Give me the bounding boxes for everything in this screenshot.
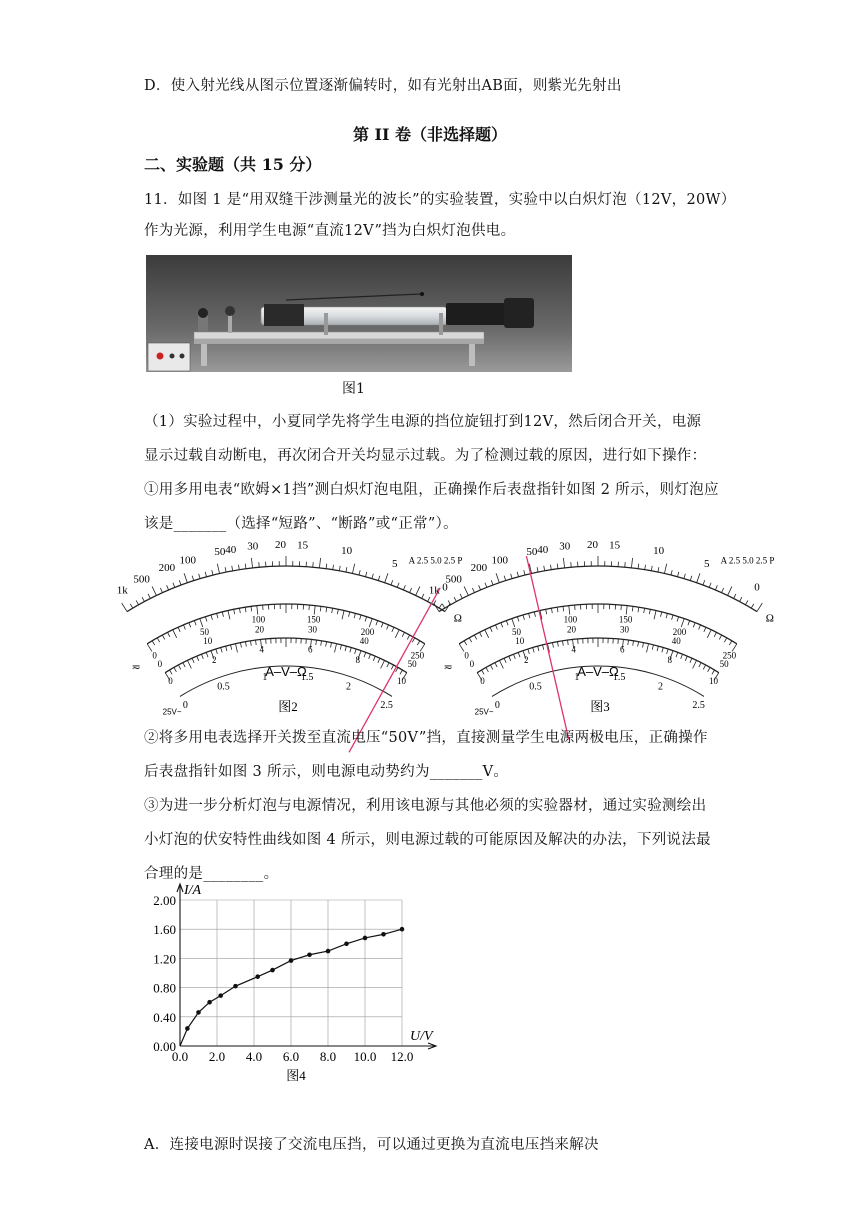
ohm-scale-label: 5 bbox=[392, 558, 398, 571]
ohm-scale-label: 500 bbox=[133, 573, 150, 586]
fig1-caption: 图1 bbox=[342, 381, 365, 397]
y-tick-label: 0.00 bbox=[153, 1039, 176, 1054]
p3-line3: 合理的是________。 bbox=[144, 866, 279, 882]
scale-50-label: 0 bbox=[469, 659, 475, 670]
scale-10-label: 4 bbox=[259, 644, 264, 655]
scale-2.5-label: 2.5 bbox=[380, 699, 393, 711]
scale-2.5-label: 0 bbox=[182, 699, 188, 711]
scale-50-label: 50 bbox=[719, 659, 729, 670]
ohm-scale-label: 100 bbox=[491, 554, 508, 567]
scale-2.5-label: 1 bbox=[262, 672, 268, 684]
scale-50-label: 20 bbox=[566, 624, 576, 635]
scale-250-label: 100 bbox=[251, 614, 266, 625]
meter-center-label: A–V–Ω bbox=[577, 664, 619, 679]
data-point bbox=[400, 927, 405, 932]
scale-250-label: 150 bbox=[306, 614, 321, 625]
x-axis-label: U/V bbox=[410, 1029, 433, 1044]
x-tick-label: 6.0 bbox=[282, 1049, 300, 1064]
scale-2.5-label: 0.5 bbox=[529, 681, 542, 693]
scale-10-label: 2 bbox=[212, 655, 217, 666]
scale-250-label: 0 bbox=[464, 650, 469, 661]
scale-250-label: 50 bbox=[199, 626, 209, 637]
y-tick-label: 1.20 bbox=[153, 951, 176, 967]
p1-line2: 显示过载自动断电，再次闭合开关均显示过载。为了检测过载的原因，进行如下操作： bbox=[144, 448, 707, 464]
data-point bbox=[185, 1026, 190, 1031]
p2-line1: ②将多用电表选择开关拨至直流电压“50V”挡，直接测量学生电源两极电压，正确操作 bbox=[144, 730, 708, 746]
p3-line2: 小灯泡的伏安特性曲线如图 4 所示，则电源过载的可能原因及解决的办法，下列说法最 bbox=[144, 832, 711, 848]
ohm-scale-label: 50 bbox=[526, 545, 538, 558]
data-point bbox=[326, 949, 331, 954]
ohm-scale-label: 500 bbox=[445, 573, 462, 586]
y-tick-label: 2.00 bbox=[153, 893, 176, 908]
scale-50-label: 40 bbox=[671, 636, 681, 647]
scale-10-label: 8 bbox=[355, 655, 360, 666]
scale-10-label: 6 bbox=[620, 644, 625, 655]
p3-line1: ③为进一步分析灯泡与电源情况，利用该电源与其他必须的实验器材，通过实验测绘出 bbox=[144, 798, 707, 814]
ohm-scale-label: 0 bbox=[442, 581, 448, 594]
data-point bbox=[255, 974, 260, 979]
scale-50-label: 40 bbox=[359, 636, 369, 647]
ohm-scale-label: 15 bbox=[297, 539, 309, 552]
ohm-scale-label: 1k bbox=[116, 584, 128, 597]
meter-center-label: A–V–Ω bbox=[265, 664, 307, 679]
y-tick-label: 1.60 bbox=[153, 922, 176, 938]
scale-250-label: 250 bbox=[722, 650, 737, 661]
ohm-scale-label: 50 bbox=[214, 545, 226, 558]
scale-250-label: 0 bbox=[152, 650, 157, 661]
scale-250-label: 50 bbox=[511, 626, 521, 637]
scale-250-label: 200 bbox=[672, 626, 687, 637]
fig4-caption: 图4 bbox=[286, 1068, 306, 1083]
scale-10-label: 4 bbox=[571, 644, 576, 655]
scale-50-label: 30 bbox=[308, 624, 318, 635]
ac-range-label: 25V~ bbox=[474, 707, 494, 717]
scale-10-label: 2 bbox=[524, 655, 529, 666]
meter-dial-2 bbox=[117, 539, 463, 752]
figure-caption: 图2 bbox=[278, 699, 298, 714]
ohm-scale-label: 20 bbox=[274, 539, 286, 552]
meter-dial-3 bbox=[429, 539, 775, 739]
scale-50-label: 30 bbox=[620, 624, 630, 635]
data-point bbox=[363, 936, 368, 941]
scale-50-label: 0 bbox=[157, 659, 163, 670]
scale-50-label: 10 bbox=[515, 636, 525, 647]
scale-2.5-label: 1 bbox=[574, 672, 580, 684]
scale-2.5-label: 2 bbox=[657, 681, 663, 693]
option-d: D．使入射光线从图示位置逐渐偏转时，如有光射出AB面，则紫光先射出 bbox=[144, 78, 622, 94]
ohm-scale-label: 100 bbox=[179, 554, 196, 567]
ohm-symbol: Ω bbox=[453, 612, 462, 625]
p1-line4: 该是_______（选择“短路”、“断路”或“正常”）。 bbox=[144, 516, 458, 532]
section-title: 二、实验题（共 15 分） bbox=[144, 155, 322, 174]
scale-50-label: 20 bbox=[254, 624, 264, 635]
apparatus-photo bbox=[146, 255, 572, 372]
data-point bbox=[270, 968, 275, 973]
scale-2.5-label: 1.5 bbox=[300, 672, 314, 684]
scale-2.5-label: 2 bbox=[345, 681, 351, 693]
x-tick-label: 2.0 bbox=[208, 1049, 226, 1064]
ohm-scale-label: 0 bbox=[754, 581, 760, 594]
y-tick-label: 0.40 bbox=[153, 1009, 176, 1025]
x-tick-label: 8.0 bbox=[319, 1049, 337, 1064]
ohm-scale-label: 5 bbox=[704, 558, 710, 571]
scale-2.5-label: 0.5 bbox=[217, 681, 230, 693]
ohm-scale-label: 30 bbox=[559, 540, 571, 553]
ohm-scale-label: 10 bbox=[341, 544, 353, 557]
x-tick-label: 4.0 bbox=[245, 1049, 263, 1064]
p2-line2: 后表盘指针如图 3 所示，则电源电动势约为_______V。 bbox=[144, 764, 509, 780]
scale-10-label: 0 bbox=[480, 676, 485, 687]
meter-top-right-label: A 2.5 5.0 2.5 P bbox=[408, 555, 463, 566]
data-point bbox=[233, 984, 238, 989]
scale-2.5-label: 2.5 bbox=[692, 699, 705, 711]
data-point bbox=[207, 1000, 212, 1005]
scale-250-label: 150 bbox=[618, 614, 633, 625]
ohm-scale-label: 30 bbox=[247, 540, 259, 553]
scale-250-label: 100 bbox=[563, 614, 578, 625]
scale-250-label: 250 bbox=[410, 650, 425, 661]
ohm-scale-label: 10 bbox=[653, 544, 665, 557]
scale-50-label: 10 bbox=[203, 636, 213, 647]
y-tick-label: 0.80 bbox=[153, 980, 176, 996]
scale-10-label: 10 bbox=[397, 676, 407, 687]
ohm-symbol: Ω bbox=[765, 612, 774, 625]
q11-line1: 11．如图 1 是“用双缝干涉测量光的波长”的实验装置，实验中以白炽灯泡（12V，20W） bbox=[144, 192, 736, 208]
data-point bbox=[344, 942, 349, 947]
scale-2.5-label: 1.5 bbox=[612, 672, 626, 684]
iu-curve-chart bbox=[144, 880, 454, 1090]
option-a: A．连接电源时误接了交流电压挡，可以通过更换为直流电压挡来解决 bbox=[144, 1137, 599, 1153]
data-point bbox=[218, 993, 223, 998]
data-point bbox=[196, 1010, 201, 1015]
part-title: 第 II 卷（非选择题） bbox=[352, 125, 508, 144]
x-tick-label: 0.0 bbox=[171, 1049, 189, 1064]
p1-line1: （1）实验过程中，小夏同学先将学生电源的挡位旋钮打到12V，然后闭合开关，电源 bbox=[144, 414, 702, 430]
ac-range-label: 25V~ bbox=[162, 707, 182, 717]
scale-10-label: 10 bbox=[709, 676, 719, 687]
multimeter-dials bbox=[116, 536, 775, 717]
ohm-scale-label: 1k bbox=[428, 584, 440, 597]
dc-symbol: ≂ bbox=[131, 661, 141, 674]
scale-10-label: 0 bbox=[168, 676, 173, 687]
figure-caption: 图3 bbox=[590, 699, 610, 714]
data-point bbox=[289, 958, 294, 963]
scale-10-label: 8 bbox=[667, 655, 672, 666]
ohm-scale-label: 40 bbox=[225, 543, 237, 556]
scale-250-label: 200 bbox=[360, 626, 375, 637]
data-point bbox=[307, 952, 312, 957]
x-tick-label: 12.0 bbox=[390, 1049, 414, 1064]
q11-line2: 作为光源，利用学生电源“直流12V”挡为白炽灯泡供电。 bbox=[144, 223, 516, 239]
meter-top-right-label: A 2.5 5.0 2.5 P bbox=[720, 555, 775, 566]
data-point bbox=[381, 932, 386, 937]
x-tick-label: 10.0 bbox=[353, 1049, 377, 1064]
scale-10-label: 6 bbox=[308, 644, 313, 655]
scale-2.5-label: 0 bbox=[494, 699, 500, 711]
y-axis-label: I/A bbox=[184, 883, 202, 898]
p1-line3: ①用多用电表“欧姆×1挡”测白炽灯泡电阻，正确操作后表盘指针如图 2 所示，则灯泡应 bbox=[144, 482, 719, 498]
ohm-scale-label: 15 bbox=[609, 539, 621, 552]
ohm-scale-label: 200 bbox=[470, 562, 488, 575]
ohm-scale-label: 20 bbox=[586, 539, 598, 552]
ohm-scale-label: 200 bbox=[158, 562, 176, 575]
ohm-scale-label: 40 bbox=[537, 543, 549, 556]
scale-50-label: 50 bbox=[407, 659, 417, 670]
dc-symbol: ≂ bbox=[443, 661, 453, 674]
